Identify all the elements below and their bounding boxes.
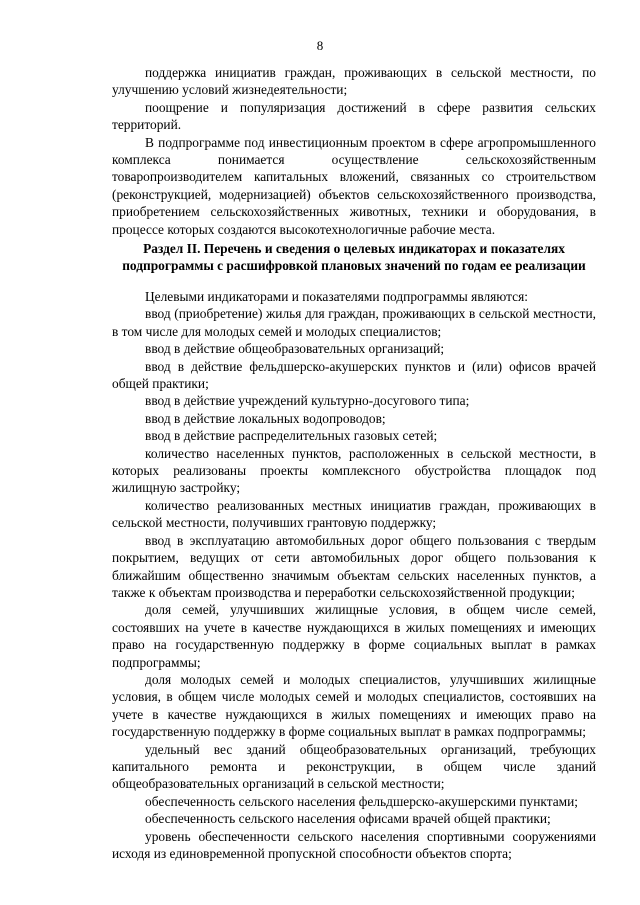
list-item: уровень обеспеченности сельского населения спортивными сооружениями исходя из единовременной пропускной способности объектов спорта;	[112, 828, 596, 861]
list-item: удельный вес зданий общеобразовательных организаций, требующих капитального ремонта и реконструкции, в общем числе зданий общеобразовательных организаций в сельской местности;	[112, 741, 596, 792]
list-item: количество населенных пунктов, расположенных в сельской местности, в которых реализованы проекты комплексного обустройства площадок под жилищную застройку;	[112, 445, 596, 496]
intro-text	[112, 64, 596, 238]
list-item: обеспеченность сельского населения офисами врачей общей практики;	[145, 811, 551, 827]
paragraph: поддержка инициатив граждан, проживающих в сельской местности, по улучшению условий жизнедеятельности;	[112, 65, 596, 98]
list-item: количество реализованных местных инициатив граждан, проживающих в сельской местности, получивших грантовую поддержку;	[112, 497, 596, 531]
section-heading: Раздел II. Перечень и сведения о целевых индикаторах и показателях подпрограммы с расшифровкой плановых значений по годам ее реализации	[122, 241, 586, 273]
list-item: обеспеченность сельского населения фельдшерско-акушерскими пунктами;	[145, 793, 579, 809]
list-item: ввод в действие локальных водопроводов;	[145, 410, 386, 426]
paragraph: поощрение и популяризация достижений в сфере развития сельских территорий.	[112, 99, 596, 133]
list-item: доля семей, улучшивших жилищные условия, в общем числе семей, состоявших на учете в качестве нуждающихся в жилых помещениях и имеющих право на государственную поддержку в форме социальных выплат в рамках подпрограммы;	[112, 602, 596, 670]
list-item: ввод в действие распределительных газовых сетей;	[145, 428, 438, 444]
list-item: ввод (приобретение) жилья для граждан, проживающих в сельской местности, в том числе для молодых семей и молодых специалистов;	[112, 306, 596, 339]
paragraph: В подпрограмме под инвестиционным проектом в сфере агропромышленного комплекса понимается осуществление сельскохозяйственным товаропроизводителем капитальных вложений, связанных со строительством (реконструкцией, модернизацией) объектов сельскохозяйственного производства, приобретением сельскохозяйственных животных, техники и оборудования, в процессе которых создаются высокотехнологичные рабочие места.	[112, 134, 596, 237]
list-item: ввод в эксплуатацию автомобильных дорог общего пользования с твердым покрытием, ведущих от сети автомобильных дорог общего пользования к ближайшим общественно значимым объектам сельских населенных пунктов, а также к объектам производства и переработки сельскохозяйственной продукции;	[112, 532, 596, 600]
list-item: ввод в действие учреждений культурно-досугового типа;	[145, 393, 470, 409]
list-item: ввод в действие общеобразовательных организаций;	[145, 341, 445, 357]
page-number: 8	[316, 38, 324, 53]
paragraph: Целевыми индикаторами и показателями подпрограммы являются:	[145, 289, 528, 304]
section-body	[112, 288, 596, 862]
list-item: доля молодых семей и молодых специалистов, улучшивших жилищные условия, в общем числе молодых семей и молодых специалистов, состоявших на учете в качестве нуждающихся в жилых помещениях и имеющих право на государственную поддержку в форме социальных выплат в рамках подпрограммы;	[112, 671, 596, 740]
list-item: ввод в действие фельдшерско-акушерских пунктов и (или) офисов врачей общей практики;	[112, 358, 596, 392]
